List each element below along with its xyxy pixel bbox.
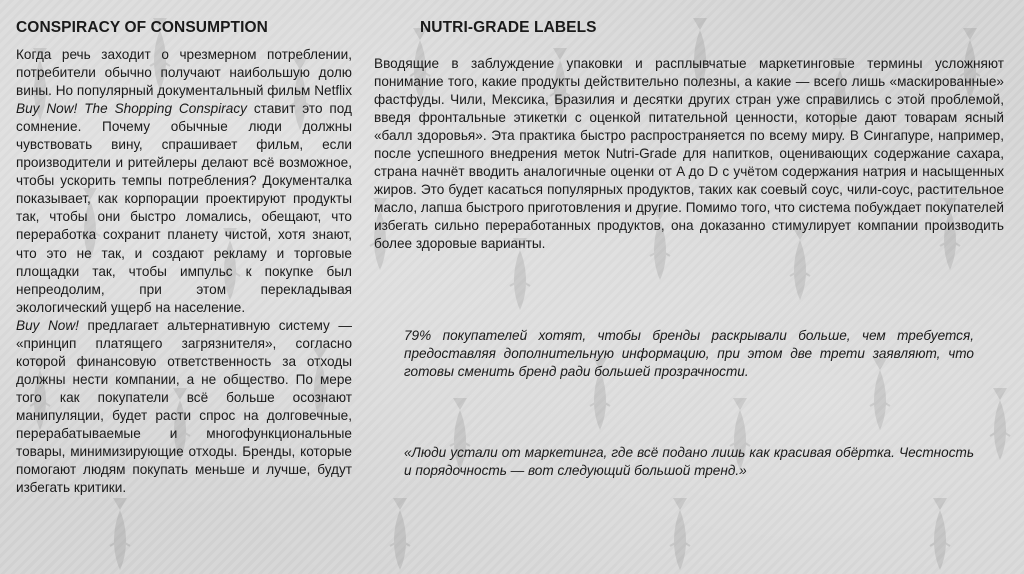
marketing-quote: «Люди устали от маркетинга, где всё подано лишь как красивая обёртка. Честность и порядочность — вот следующий большой тренд.» — [404, 445, 974, 479]
conspiracy-paragraph-1: Когда речь заходит о чрезмерном потреблении, потребители обычно получают наибольшую долю вины. Но популярный документальный фильм Netflix Buy Now! The Shopping Conspiracy ставит это под сомнение. Почему обычные люди должны чувствовать вину, спрашивает фильм, если производители и ритейлеры делают всё возможное, чтобы ускорить темпы потребления? Документалка показывает, как корпорации проектируют продукты так, чтобы они быстро ломались, обещают, что переработка сохранит планету чистой, хотя знают, что это не так, и создают рекламу и торговые площадки так, чтобы импульс к покупке был непреодолим, при этом перекладывая экологический ущерб на население. — [16, 47, 352, 315]
nutri-grade-paragraph: Вводящие в заблуждение упаковки и расплывчатые маркетинговые термины усложняют понимание того, какие продукты действительно полезны, а какие — всего лишь «маскированные» фастфуды. Чили, Мексика, Бразилия и десятки других стран уже справились с этой проблемой, введя фронтальные этикетки с оценкой питательной ценности, которые дают товарам ясный «балл здоровья». Эта практика быстро распространяется по всему миру. В Сингапуре, например, после успешного внедрения меток Nutri-Grade для напитков, оценивающих содержание сахара, страна начнёт вводить аналогичные оценки от A до D с учётом содержания натрия и насыщенных жиров. Это будет касаться популярных продуктов, таких как соевый соус, чили-соус, растительное масло, лапша быстрого приготовления и другие. Помимо того, что система побуждает покупателей избегать сильно переработанных продуктов, она доказанно стимулирует компании производить более здоровые варианты. — [374, 56, 1004, 252]
film-short-title: Buy Now! — [16, 317, 79, 333]
nutri-grade-title: NUTRI-GRADE LABELS — [420, 19, 597, 36]
conspiracy-body — [16, 46, 352, 497]
conspiracy-paragraph-2: Buy Now! предлагает альтернативную систему — «принцип платящего загрязнителя», согласно которой финансовую ответственность за отходы должны нести компании, а не общество. По мере того как покупатели всё больше осознают манипуляции, будет расти спрос на долговечные, перерабатываемые и многофункциональные товары, минимизирующие отходы. Бренды, которые помогают людям покупать меньше и лучше, будут избегать критики. — [16, 317, 352, 496]
conspiracy-title: CONSPIRACY OF CONSUMPTION — [16, 19, 268, 36]
film-title: Buy Now! The Shopping Conspiracy — [16, 101, 247, 117]
statistic-quote: 79% покупателей хотят, чтобы бренды раскрывали больше, чем требуется, предоставляя дополнительную информацию, при этом две трети заявляют, что готовы сменить бренд ради большей прозрачности. — [404, 328, 974, 380]
